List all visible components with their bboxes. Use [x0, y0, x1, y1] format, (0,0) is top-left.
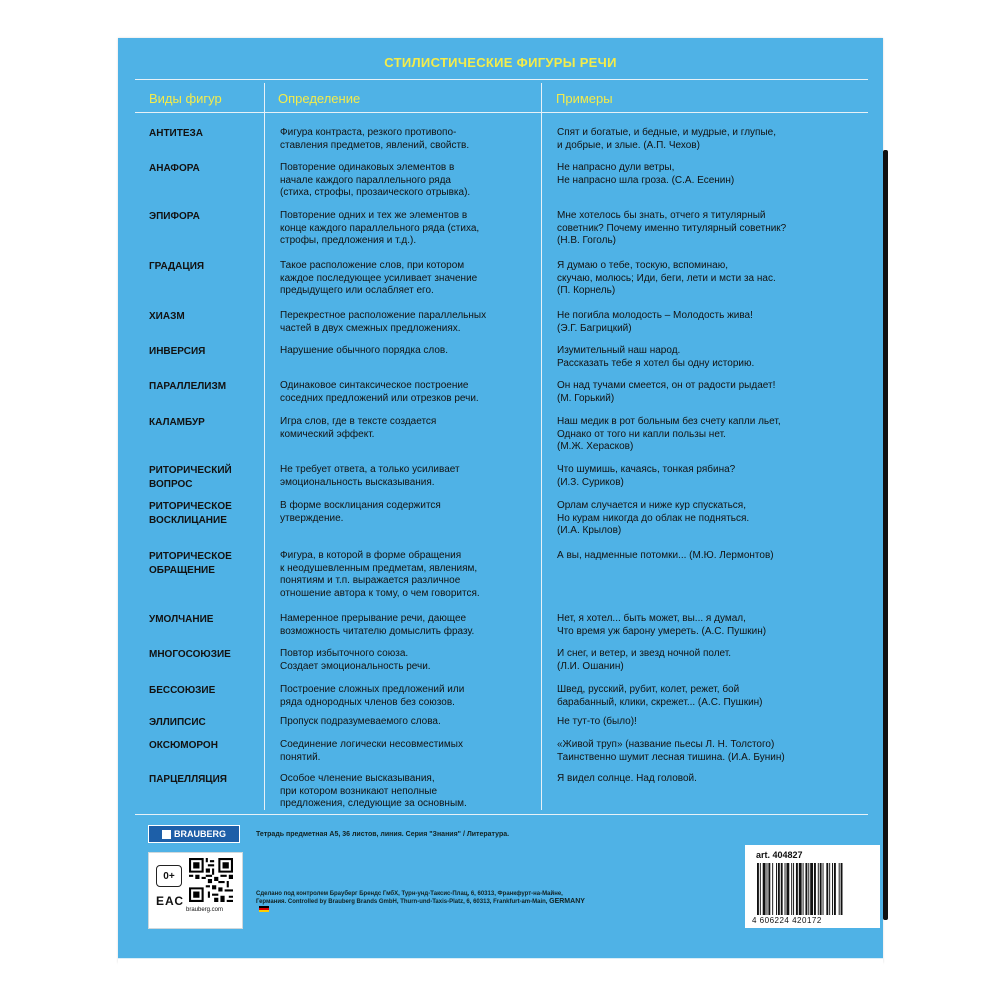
figure-definition: Не требует ответа, а только усиливает эмоциональность высказывания. [280, 464, 460, 488]
figure-name: БЕССОЮЗИЕ [149, 685, 216, 696]
figure-name: УМОЛЧАНИЕ [149, 614, 214, 625]
eac-mark: ЕАС [156, 894, 185, 908]
figure-definition: Перекрестное расположение параллельных частей в двух смежных предложениях. [280, 310, 487, 334]
figure-example: «Живой труп» (название пьесы Л. Н. Толстого) Таинственно шумит лесная тишина. (И.А. Бунин) [557, 739, 785, 763]
figure-example: Наш медик в рот больным без счету капли льет, Однако от того ни капли пользы нет. (М.Ж. Херасков) [557, 416, 781, 452]
header-divider [135, 112, 868, 113]
figure-definition: Повтор избыточного союза. Создает эмоциональность речи. [280, 648, 431, 672]
figure-name: АНТИТЕЗА [149, 128, 204, 139]
figure-name: ОКСЮМОРОН [149, 740, 218, 751]
age-rating-badge: 0+ [156, 865, 182, 887]
figure-name: РИТОРИЧЕСКИЙ ВОПРОС [149, 465, 232, 490]
bottom-divider [135, 814, 868, 815]
figure-name: ГРАДАЦИЯ [149, 261, 205, 272]
figure-example: Не тут-то (было)! [557, 716, 637, 727]
figure-name: РИТОРИЧЕСКОЕ ВОСКЛИЦАНИЕ [149, 501, 232, 526]
figure-example: Орлам случается и ниже кур спускаться, Но курам никогда до облак не подняться. (И.А. Крылов) [557, 500, 750, 536]
figure-definition: Одинаковое синтаксическое построение соседних предложений или отрезков речи. [280, 380, 479, 404]
figure-definition: Нарушение обычного порядка слов. [280, 345, 449, 356]
figure-definition: Построение сложных предложений или ряда однородных членов без союзов. [280, 684, 465, 708]
qr-code-icon [189, 858, 233, 902]
figure-definition: Соединение логически несовместимых понятий. [280, 739, 463, 763]
column-header-types: Виды фигур [149, 91, 222, 106]
figure-example: Не погибла молодость – Молодость жива! (Э.Г. Багрицкий) [557, 310, 753, 334]
figure-example: Нет, я хотел... быть может, вы... я думал, Что время уж барону умереть. (А.С. Пушкин) [557, 613, 767, 637]
article-number: art. 404827 [756, 850, 803, 860]
figure-name: ЭПИФОРА [149, 211, 200, 222]
binding-edge [883, 150, 888, 920]
column-divider-1 [264, 83, 265, 810]
cover-bottom-strip [118, 958, 883, 965]
figure-example: Я думаю о тебе, тоскую, вспоминаю, скучаю, молюсь; Иди, беги, лети и мсти за нас. (П. Корнель) [557, 260, 776, 296]
figure-example: А вы, надменные потомки... (М.Ю. Лермонтов) [557, 550, 774, 561]
figure-name: ПАРАЛЛЕЛИЗМ [149, 381, 227, 392]
figure-example: Мне хотелось бы знать, отчего я титулярный советник? Почему именно титулярный советник? (Н.В. Гоголь) [557, 210, 787, 246]
figure-example: Что шумишь, качаясь, тонкая рябина? (И.З. Суриков) [557, 464, 736, 488]
manufacturer-info [256, 890, 586, 914]
figure-definition: Повторение одних и тех же элементов в конце каждого параллельного ряда (стиха, строфы, предложения и т.д.). [280, 210, 480, 246]
column-header-definition: Определение [278, 91, 361, 106]
barcode-digits: 4 606224 420172 [752, 916, 822, 925]
figure-name: ПАРЦЕЛЛЯЦИЯ [149, 774, 227, 785]
figure-definition: Такое расположение слов, при котором каждое последующее усиливает значение предыдущего или ослабляет его. [280, 260, 478, 296]
figure-name: МНОГОСОЮЗИЕ [149, 649, 231, 660]
brand-mark-icon [162, 830, 171, 839]
figure-example: Я видел солнце. Над головой. [557, 773, 697, 784]
figure-name: ИНВЕРСИЯ [149, 346, 206, 357]
figure-definition: Особое членение высказывания, при котором возникают неполные предложения, следующие за основным. [280, 773, 467, 809]
product-description: Тетрадь предметная А5, 36 листов, линия. Серия "Знания" / Литература. [256, 831, 510, 838]
germany-flag-icon [259, 906, 269, 912]
title-divider [135, 79, 868, 80]
figure-example: И снег, и ветер, и звезд ночной полет. (Л.И. Ошанин) [557, 648, 732, 672]
figure-definition: В форме восклицания содержится утверждение. [280, 500, 441, 524]
figure-definition: Игра слов, где в тексте создается комический эффект. [280, 416, 437, 440]
figure-definition: Повторение одинаковых элементов в начале каждого параллельного ряда (стиха, строфы, прозаического отрывка). [280, 162, 471, 198]
qr-caption: brauberg.com [186, 907, 224, 913]
figure-definition: Фигура, в которой в форме обращения к неодушевленным предметам, явлениям, понятиям и т.п. выражается различное отношение автора к тому, о чем говорится. [280, 550, 480, 599]
figure-definition: Намеренное прерывание речи, дающее возможность читателю домыслить фразу. [280, 613, 475, 637]
column-header-examples: Примеры [556, 91, 613, 106]
column-divider-2 [541, 83, 542, 810]
figure-name: ХИАЗМ [149, 311, 185, 322]
figure-name: КАЛАМБУР [149, 417, 205, 428]
country-label: GERMANY [549, 898, 585, 905]
figure-name: ЭЛЛИПСИС [149, 717, 206, 728]
barcode-icon [755, 863, 873, 915]
table-title: СТИЛИСТИЧЕСКИЕ ФИГУРЫ РЕЧИ [384, 55, 617, 70]
figure-definition: Пропуск подразумеваемого слова. [280, 716, 441, 727]
figure-definition: Фигура контраста, резкого противопо- ставления предметов, явлений, свойств. [280, 127, 470, 151]
brand-logo [148, 825, 240, 843]
figure-example: Он над тучами смеется, он от радости рыдает! (М. Горький) [557, 380, 776, 404]
brand-name: BRAUBERG [173, 829, 226, 839]
manufacturer-text: Сделано под контролем Брауберг Брендс ГмбХ, Турн-унд-Таксис-Плац, 6, 60313, Франкфурт-на-Майне, Германия. Controlled by Brauberg Brands GmbH, Thurn-und-Taxis-Platz, 6, 60313, Frankfurt-am-Main, [256, 891, 563, 905]
figure-name: РИТОРИЧЕСКОЕ ОБРАЩЕНИЕ [149, 551, 232, 576]
figure-name: АНАФОРА [149, 163, 200, 174]
figure-example: Не напрасно дули ветры, Не напрасно шла гроза. (С.А. Есенин) [557, 162, 735, 186]
figure-example: Спят и богатые, и бедные, и мудрые, и глупые, и добрые, и злые. (А.П. Чехов) [557, 127, 776, 151]
figure-example: Изумительный наш народ. Рассказать тебе я хотел бы одну историю. [557, 345, 755, 369]
figure-example: Швед, русский, рубит, колет, режет, бой барабанный, клики, скрежет... (А.С. Пушкин) [557, 684, 763, 708]
